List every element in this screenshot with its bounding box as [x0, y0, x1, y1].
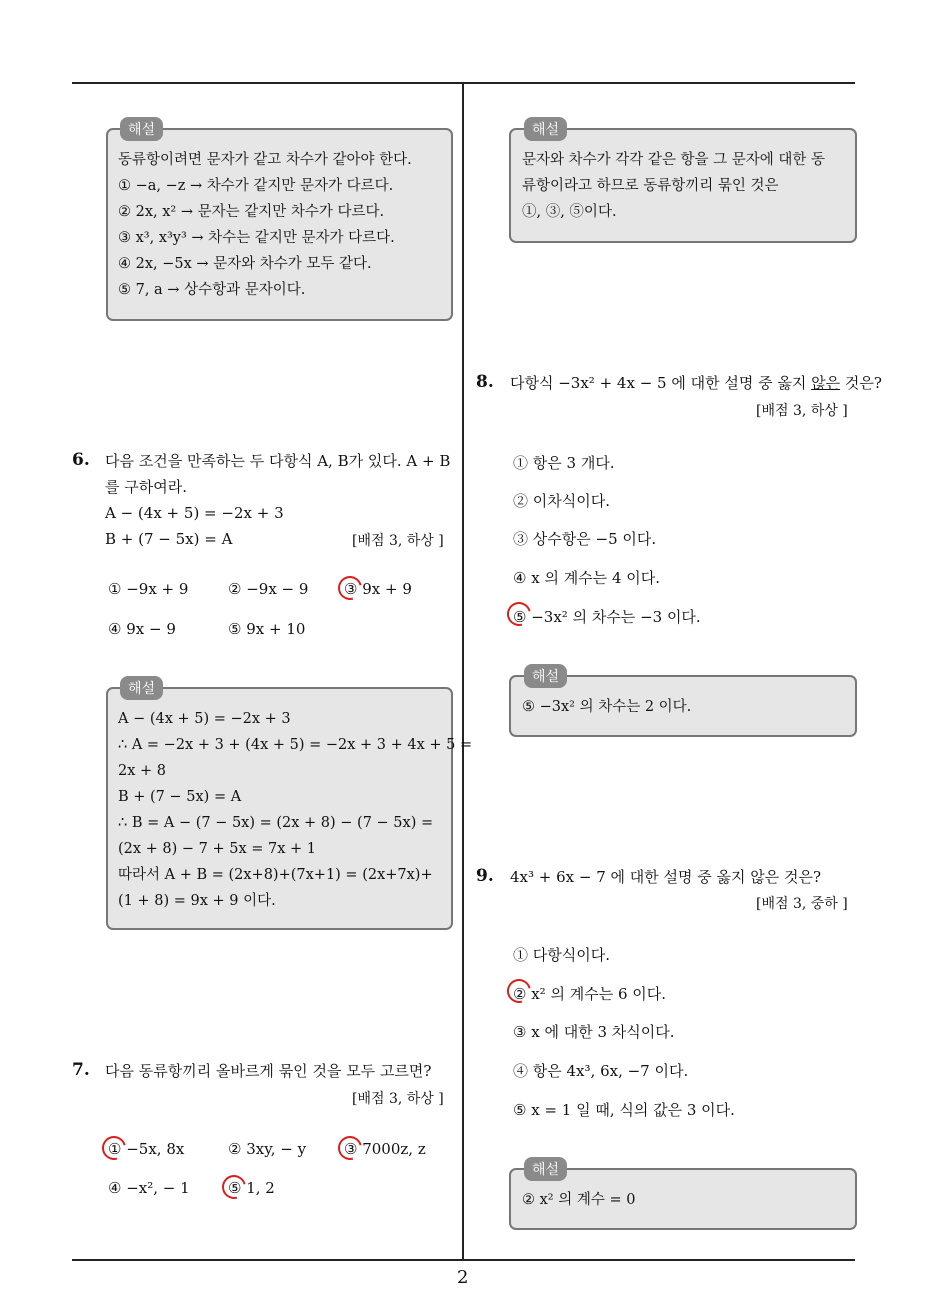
answer-option[interactable]: ⑤ x = 1 일 때, 식의 값은 3 이다. — [513, 1101, 735, 1119]
answer-option[interactable]: ① −9x + 9 — [108, 580, 189, 598]
question-number: 7. — [72, 1060, 90, 1080]
question-text: 를 구하여라. — [105, 478, 187, 496]
explanation-line: ② 2x, x² → 문자는 같지만 차수가 다르다. — [118, 204, 385, 220]
answer-option[interactable]: ① −5x, 8x — [108, 1140, 185, 1158]
explanation-line: 문자와 차수가 각각 같은 항을 그 문자에 대한 동 — [522, 152, 826, 168]
question-text: 4x³ + 6x − 7 에 대한 설명 중 옳지 않은 것은? — [510, 868, 822, 886]
explanation-line: A − (4x + 5) = −2x + 3 — [118, 711, 291, 727]
explanation-tag: 해설 — [524, 1157, 567, 1181]
explanation-line: (2x + 8) − 7 + 5x = 7x + 1 — [118, 841, 317, 857]
answer-option[interactable]: ④ −x², − 1 — [108, 1179, 190, 1197]
explanation-line: 따라서 A + B = (2x+8)+(7x+1) = (2x+7x)+ — [118, 867, 433, 883]
explanation-line: ①, ③, ⑤이다. — [522, 204, 617, 220]
answer-option[interactable]: ② 3xy, − y — [228, 1140, 307, 1158]
answer-option[interactable]: ④ 항은 4x³, 6x, −7 이다. — [513, 1062, 689, 1080]
explanation-line: B + (7 − 5x) = A — [118, 789, 242, 805]
explanation-tag: 해설 — [524, 117, 567, 141]
answer-option[interactable]: ② −9x − 9 — [228, 580, 309, 598]
answer-option[interactable]: ① 다항식이다. — [513, 946, 610, 964]
explanation-line: 동류항이려면 문자가 같고 차수가 같아야 한다. — [118, 152, 412, 168]
explanation-line: ③ x³, x³y³ → 차수는 같지만 문자가 다르다. — [118, 230, 395, 246]
question-number: 6. — [72, 450, 90, 470]
question-number: 8. — [476, 372, 494, 392]
answer-option[interactable]: ② 이차식이다. — [513, 492, 610, 510]
answer-option[interactable]: ① 항은 3 개다. — [513, 454, 615, 472]
question-text: 다음 조건을 만족하는 두 다항식 A, B가 있다. A + B — [105, 452, 451, 470]
explanation-tag: 해설 — [120, 117, 163, 141]
answer-option[interactable]: ③ 상수항은 −5 이다. — [513, 530, 657, 548]
question-text-emphasis: 않은 — [811, 374, 841, 392]
answer-option[interactable]: ④ 9x − 9 — [108, 620, 176, 638]
answer-option[interactable]: ⑤ −3x² 의 차수는 −3 이다. — [513, 608, 701, 626]
question-text: 다음 동류항끼리 올바르게 묶인 것을 모두 고르면? — [105, 1062, 432, 1080]
question-meta: [배점 3, 하상 ] — [756, 403, 848, 419]
question-text — [510, 372, 882, 394]
explanation-line: 류항이라고 하므로 동류항끼리 묶인 것은 — [522, 178, 779, 194]
answer-option[interactable]: ③ 7000z, z — [344, 1140, 426, 1158]
explanation-line: ∴ A = −2x + 3 + (4x + 5) = −2x + 3 + 4x + 5 = — [118, 737, 473, 753]
explanation-line: ① −a, −z → 차수가 같지만 문자가 다르다. — [118, 178, 394, 194]
answer-option[interactable]: ② x² 의 계수는 6 이다. — [513, 985, 667, 1003]
question-meta: [배점 3, 하상 ] — [352, 533, 444, 549]
question-meta: [배점 3, 하상 ] — [352, 1091, 444, 1107]
question-condition: B + (7 − 5x) = A — [105, 530, 233, 548]
selection-mark — [334, 572, 367, 605]
question-condition: A − (4x + 5) = −2x + 3 — [105, 504, 284, 522]
explanation-line: ⑤ 7, a → 상수항과 문자이다. — [118, 282, 306, 298]
question-meta: [배점 3, 중하 ] — [756, 896, 848, 912]
selection-mark — [334, 1132, 367, 1165]
answer-option[interactable]: ④ x 의 계수는 4 이다. — [513, 569, 660, 587]
question-number: 9. — [476, 866, 494, 886]
explanation-line: (1 + 8) = 9x + 9 이다. — [118, 893, 276, 909]
explanation-tag: 해설 — [120, 676, 163, 700]
explanation-line: ⑤ −3x² 의 차수는 2 이다. — [522, 699, 692, 715]
selection-mark — [98, 1132, 131, 1165]
explanation-line: 2x + 8 — [118, 763, 166, 779]
answer-option[interactable]: ③ x 에 대한 3 차식이다. — [513, 1023, 675, 1041]
question-text-part: 것은? — [840, 374, 882, 392]
explanation-line: ④ 2x, −5x → 문자와 차수가 모두 같다. — [118, 256, 372, 272]
explanation-line: ② x² 의 계수 = 0 — [522, 1192, 636, 1208]
selection-mark — [218, 1171, 251, 1204]
answer-option[interactable]: ⑤ 1, 2 — [228, 1179, 275, 1197]
answer-option[interactable]: ⑤ 9x + 10 — [228, 620, 306, 638]
bottom-rule — [72, 1259, 855, 1261]
answer-option[interactable]: ③ 9x + 9 — [344, 580, 412, 598]
explanation-tag: 해설 — [524, 664, 567, 688]
question-text-part: 다항식 −3x² + 4x − 5 에 대한 설명 중 옳지 — [510, 374, 812, 392]
page-number: 2 — [457, 1267, 469, 1288]
column-divider — [462, 82, 464, 1260]
explanation-line: ∴ B = A − (7 − 5x) = (2x + 8) − (7 − 5x) = — [118, 815, 434, 831]
